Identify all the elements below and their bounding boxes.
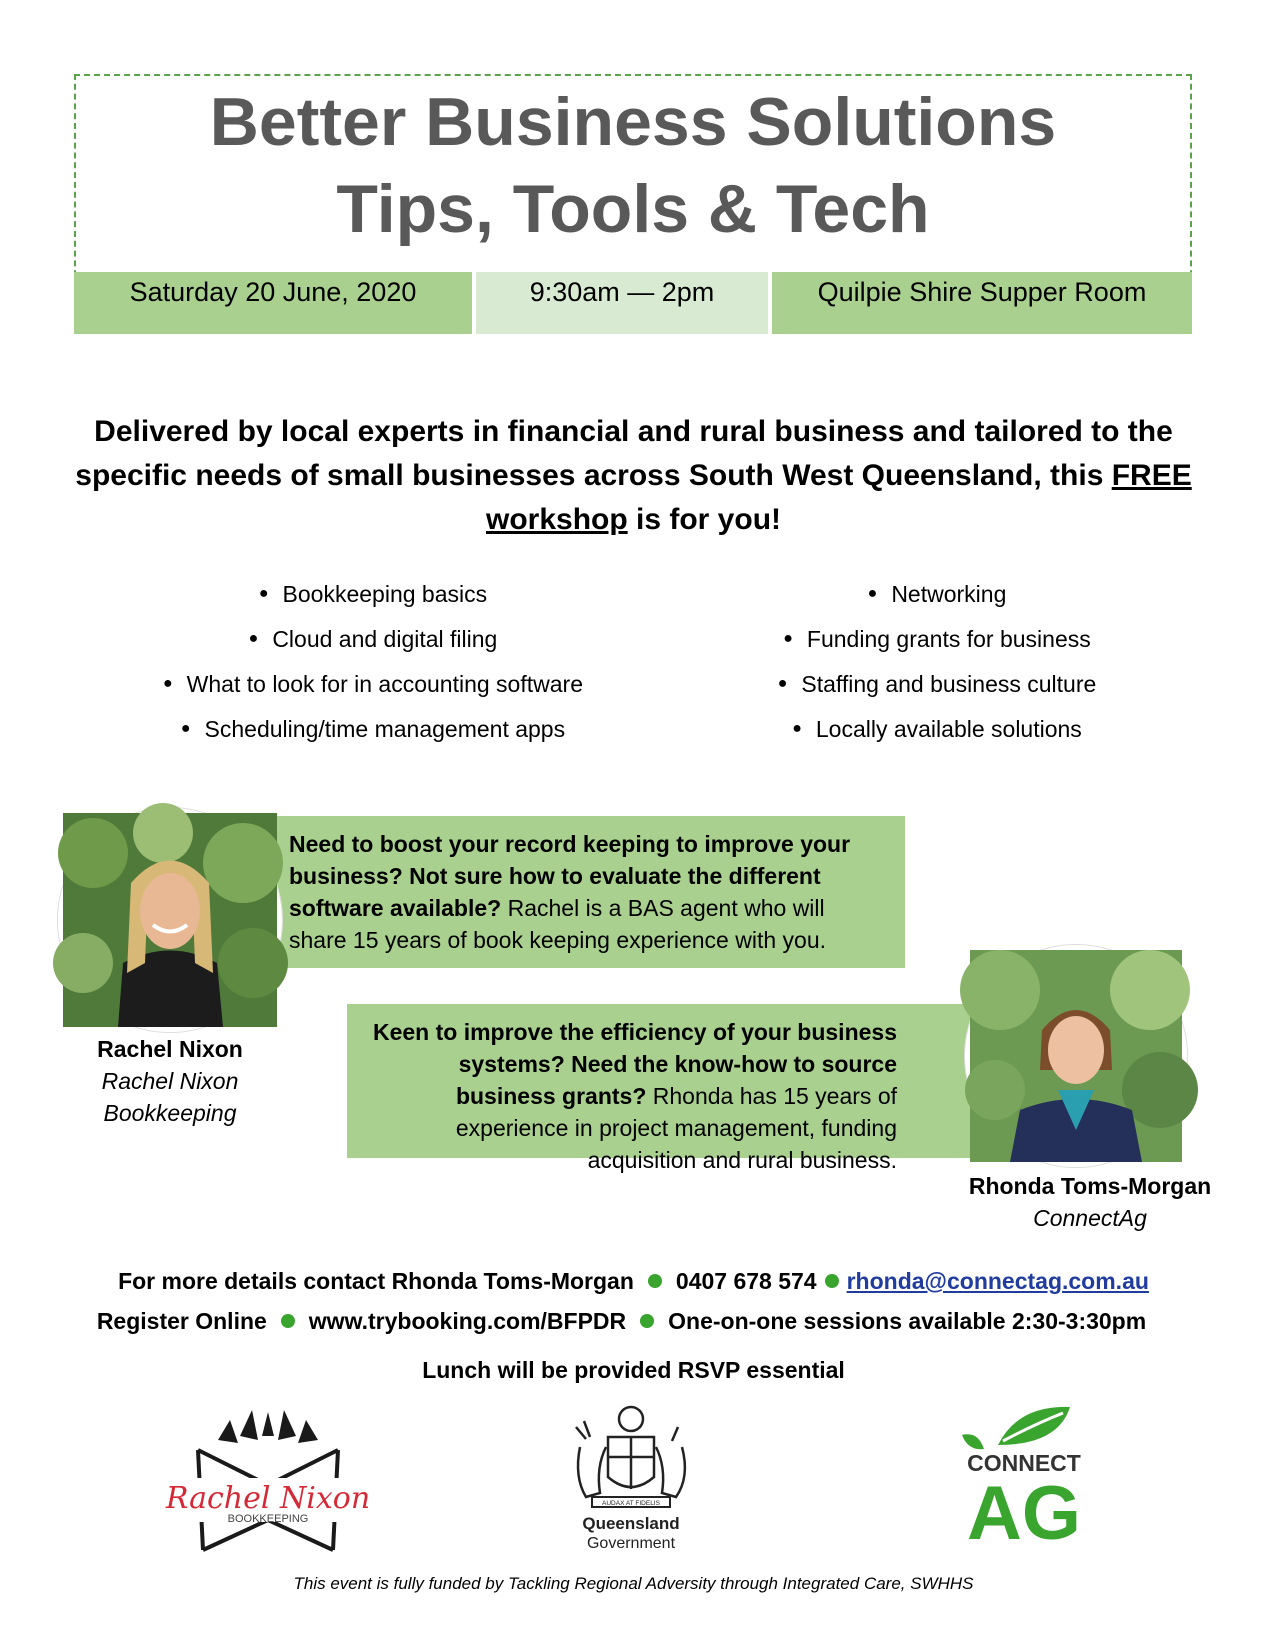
speaker1-photo bbox=[58, 808, 282, 1032]
register-url-link[interactable]: www.trybooking.com/BFPDR bbox=[308, 1308, 627, 1334]
sessions-info: One-on-one sessions available 2:30-3:30pm bbox=[668, 1308, 1147, 1334]
rn-logo-script: Rachel Nixon bbox=[165, 1481, 371, 1516]
speaker2-caption bbox=[940, 1170, 1240, 1234]
topics-right-list bbox=[657, 572, 1217, 752]
list-item bbox=[93, 617, 653, 662]
qld-logo-line1: Queensland bbox=[582, 1514, 680, 1533]
speaker1-caption bbox=[40, 1033, 300, 1129]
intro-text bbox=[60, 410, 1207, 542]
topic-label: Bookkeeping basics bbox=[282, 581, 488, 607]
page-title: Better Business Solutions bbox=[209, 84, 1057, 160]
bullet-icon: ● bbox=[867, 585, 878, 603]
topic-label: What to look for in accounting software bbox=[186, 671, 583, 697]
speaker1-description: Rachel is a BAS agent who will share 15 years of book keeping experience with you. bbox=[289, 895, 826, 953]
intro-emphasis: FREE workshop bbox=[485, 459, 1192, 536]
bullet-icon: ● bbox=[248, 630, 259, 648]
speaker2-blurb bbox=[347, 1004, 1047, 1173]
event-date: Saturday 20 June, 2020 bbox=[74, 272, 472, 334]
list-item bbox=[93, 662, 653, 707]
bullet-icon: ● bbox=[180, 720, 191, 738]
contact-line bbox=[0, 1265, 1267, 1297]
lunch-note: Lunch will be provided RSVP essential bbox=[422, 1357, 845, 1383]
list-item bbox=[657, 572, 1217, 617]
speaker2-question: Keen to improve the efficiency of your business systems? Need the know-how to source business grants? bbox=[372, 1019, 897, 1109]
cag-logo-top: CONNECT bbox=[967, 1450, 1081, 1476]
intro-part1: Delivered by local experts in financial and rural business and tailored to the specific needs of small businesses across South West Queensland, this bbox=[75, 415, 1173, 492]
contact-email-link[interactable]: rhonda@connectag.com.au bbox=[846, 1268, 1149, 1294]
register-line bbox=[0, 1305, 1255, 1337]
bullet-icon: ● bbox=[163, 675, 173, 693]
topic-label: Cloud and digital filing bbox=[272, 626, 498, 652]
list-item bbox=[657, 662, 1217, 707]
topic-label: Locally available solutions bbox=[815, 716, 1082, 742]
speaker2-photo bbox=[965, 945, 1187, 1167]
rachel-nixon-logo bbox=[165, 1410, 371, 1558]
event-time: 9:30am — 2pm bbox=[476, 272, 768, 334]
speaker1-question: Need to boost your record keeping to improve your business? Not sure how to evaluate the different software available? bbox=[289, 831, 851, 921]
bullet-icon: ● bbox=[783, 630, 793, 648]
intro-part2: is for you! bbox=[627, 503, 782, 536]
bullet-icon: ● bbox=[258, 585, 269, 603]
bullet-icon: ● bbox=[777, 675, 788, 693]
qld-motto: AUDAX AT FIDELIS bbox=[602, 1500, 660, 1507]
dot-icon bbox=[281, 1314, 295, 1328]
dot-icon bbox=[640, 1314, 654, 1328]
contact-phone[interactable]: 0407 678 574 bbox=[675, 1268, 817, 1294]
topic-label: Networking bbox=[891, 581, 1007, 607]
qld-logo-line2: Government bbox=[586, 1535, 676, 1552]
page-subtitle: Tips, Tools & Tech bbox=[336, 171, 930, 247]
speaker1-org-line1: Rachel Nixon bbox=[101, 1068, 239, 1094]
cag-logo-big: AG bbox=[967, 1471, 1081, 1556]
speaker2-description: Rhonda has 15 years of experience in project management, funding acquisition and rural business. bbox=[455, 1083, 897, 1173]
speaker1-name: Rachel Nixon bbox=[97, 1036, 243, 1062]
connectag-logo bbox=[958, 1405, 1088, 1556]
funding-footer: This event is fully funded by Tackling Regional Adversity through Integrated Care, SWHHS bbox=[293, 1574, 974, 1593]
event-venue: Quilpie Shire Supper Room bbox=[772, 272, 1192, 334]
list-item bbox=[657, 707, 1217, 752]
topics-left-list bbox=[93, 572, 653, 752]
queensland-government-logo bbox=[566, 1397, 696, 1557]
topic-label: Staffing and business culture bbox=[801, 671, 1097, 697]
bullet-icon: ● bbox=[792, 720, 802, 738]
topic-label: Scheduling/time management apps bbox=[204, 716, 566, 742]
dot-icon bbox=[648, 1274, 662, 1288]
list-item bbox=[657, 617, 1217, 662]
speaker2-name: Rhonda Toms-Morgan bbox=[968, 1173, 1212, 1199]
list-item bbox=[93, 572, 653, 617]
speaker2-org: ConnectAg bbox=[1033, 1205, 1147, 1231]
speaker1-blurb bbox=[215, 816, 905, 968]
dot-icon bbox=[825, 1274, 839, 1288]
rn-logo-sub: BOOKKEEPING bbox=[227, 1513, 309, 1525]
topic-label: Funding grants for business bbox=[806, 626, 1091, 652]
list-item bbox=[93, 707, 653, 752]
speaker1-org-line2: Bookkeeping bbox=[103, 1100, 237, 1126]
contact-details: For more details contact Rhonda Toms-Morgan bbox=[118, 1268, 634, 1294]
register-label: Register Online bbox=[96, 1308, 267, 1334]
